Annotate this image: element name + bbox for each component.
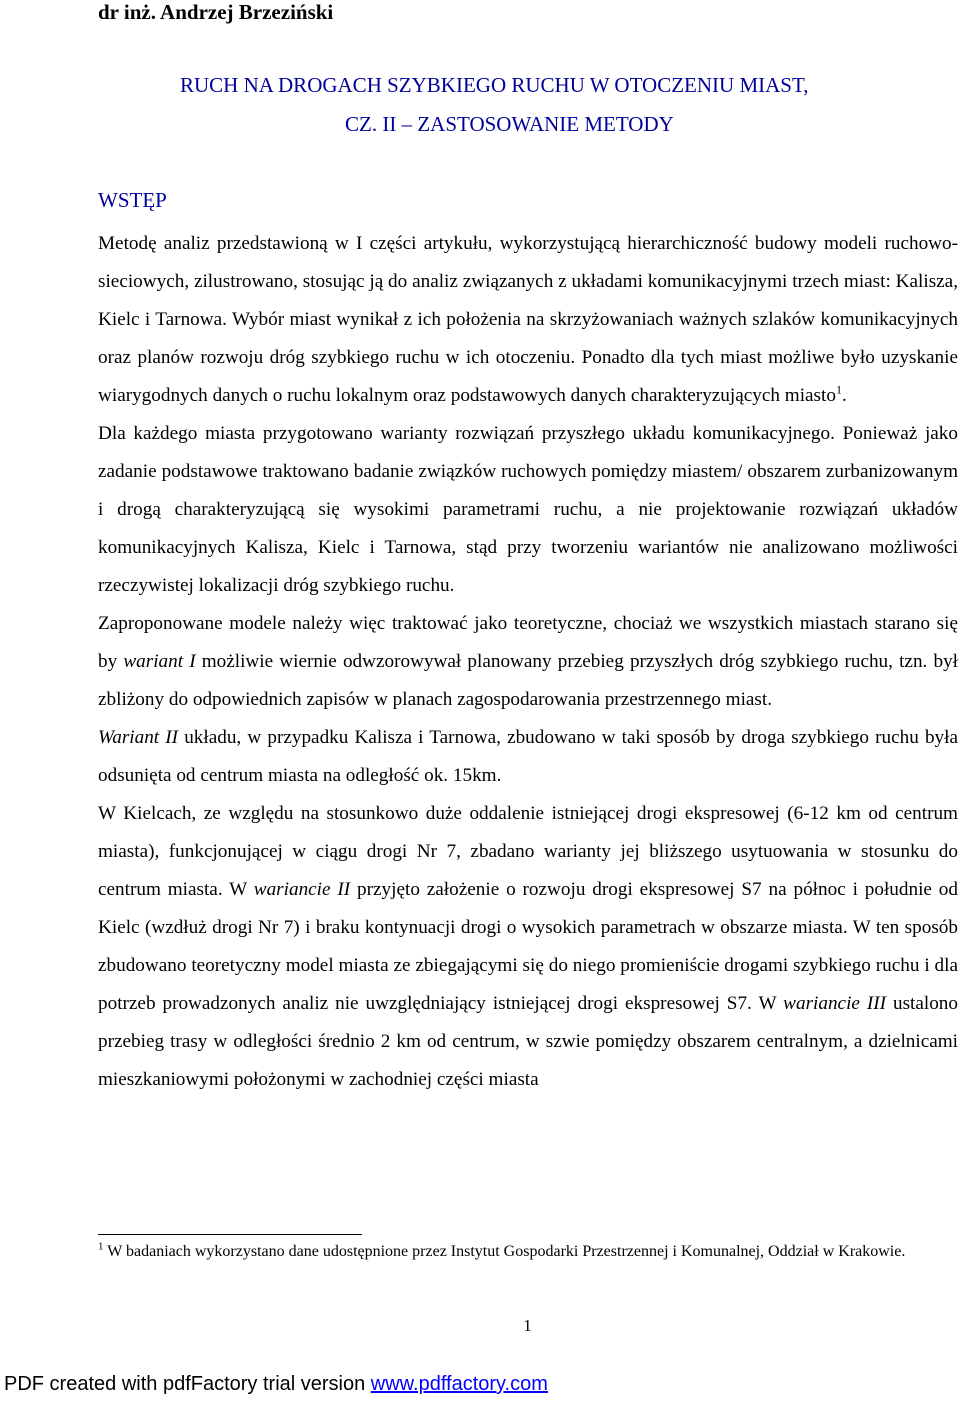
title-line-2: CZ. II – ZASTOSOWANIE METODY [345,112,674,136]
paragraph-5-text-c: ustalono przebieg trasy w odległości średnio 2 km od centrum, w szwie pomiędzy obszarem centralnym, a dzielnicami mieszkaniowymi położonymi w zachodniej części miasta [98,993,958,1090]
variant-iii-term: wariancie III [783,993,887,1014]
paragraph-5 [98,795,958,1099]
footnote-number: 1 [98,1240,104,1253]
footnote [98,1241,958,1263]
variant-ii-kielce-term: wariancie II [253,879,351,900]
paragraph-3 [98,605,958,719]
footnote-text: W badaniach wykorzystano dane udostępnione przez Instytut Gospodarki Przestrzennej i Komunalnej, Oddział w Krakowie. [103,1243,906,1260]
page-number: 1 [523,1316,532,1335]
pdf-trial-banner [4,1373,548,1396]
footnote-divider [98,1234,362,1235]
paragraph-3-text-a: Zaproponowane modele należy więc traktować jako teoretyczne, chociaż we wszystkich miastach starano się by [98,613,958,672]
pdffactory-link[interactable]: www.pdffactory.com [370,1373,548,1395]
paragraph-4-text: układu, w przypadku Kalisza i Tarnowa, zbudowano w taki sposób by droga szybkiego ruchu była odsunięta od centrum miasta na odległość ok. 15km. [98,727,958,786]
paragraph-2: Dla każdego miasta przygotowano warianty rozwiązań przyszłego układu komunikacyjnego. Ponieważ jako zadanie podstawowe traktowano badanie związków ruchowych pomiędzy miastem/ obszarem zurbanizowanym i drogą charakteryzującą się wysokimi parametrami ruchu, a nie projektowanie rozwiązań układów komunikacyjnych Kalisza, Kielc i Tarnowa, stąd przy tworzeniu wariantów nie analizowano możliwości rzeczywistej lokalizacji dróg szybkiego ruchu. [98,423,958,596]
footnote-reference: 1 [835,382,842,397]
banner-text: PDF created with pdfFactory trial version [4,1373,371,1395]
title-line-1: RUCH NA DROGACH SZYBKIEGO RUCHU W OTOCZENIU MIAST, [180,73,809,97]
paragraph-1-end: . [841,385,847,406]
author-name: dr inż. Andrzej Brzeziński [98,0,334,24]
paragraph-5-text-b: przyjęto założenie o rozwoju drogi ekspresowej S7 na północ i południe od Kielc (wzdłuż drogi Nr 7) i braku kontynuacji drogi o wysokich parametrach w obszarze miasta. W ten sposób zbudowano teoretyczny model miasta ze zbiegającymi się do niego promieniście drogami szybkiego ruchu i dla potrzeb prowadzonych analiz nie uwzględniający istniejącej drogi ekspresowej S7. W [98,879,958,1014]
body-text [98,225,958,1099]
variant-i-term: wariant I [123,651,196,672]
paragraph-5-text-a: W Kielcach, ze względu na stosunkowo duże oddalenie istniejącej drogi ekspresowej (6-12 km od centrum miasta), funkcjonującej w ciągu drogi Nr 7, zbadano warianty jej bliższego usytuowania w stosunku do centrum miasta. W [98,803,958,900]
section-heading: WSTĘP [98,188,167,212]
paragraph-4 [98,719,958,795]
paragraph-1-text: Metodę analiz przedstawioną w I części artykułu, wykorzystującą hierarchiczność budowy modeli ruchowo-sieciowych, zilustrowano, stosując ją do analiz związanych z układami komunikacyjnymi trzech miast: Kalisza, Kielc i Tarnowa. Wybór miast wynikał z ich położenia na skrzyżowaniach ważnych szlaków komunikacyjnych oraz planów rozwoju dróg szybkiego ruchu w ich otoczeniu. Ponadto dla tych miast możliwe było uzyskanie wiarygodnych danych o ruchu lokalnym oraz podstawowych danych charakteryzujących miasto [98,233,958,406]
variant-ii-term: Wariant II [98,727,179,748]
paragraph-3-text-b: możliwie wiernie odwzorowywał planowany przebieg przyszłych dróg szybkiego ruchu, tzn. był zbliżony do odpowiednich zapisów w planach zagospodarowania przestrzennego miast. [98,651,958,710]
paragraph-1 [98,225,958,415]
